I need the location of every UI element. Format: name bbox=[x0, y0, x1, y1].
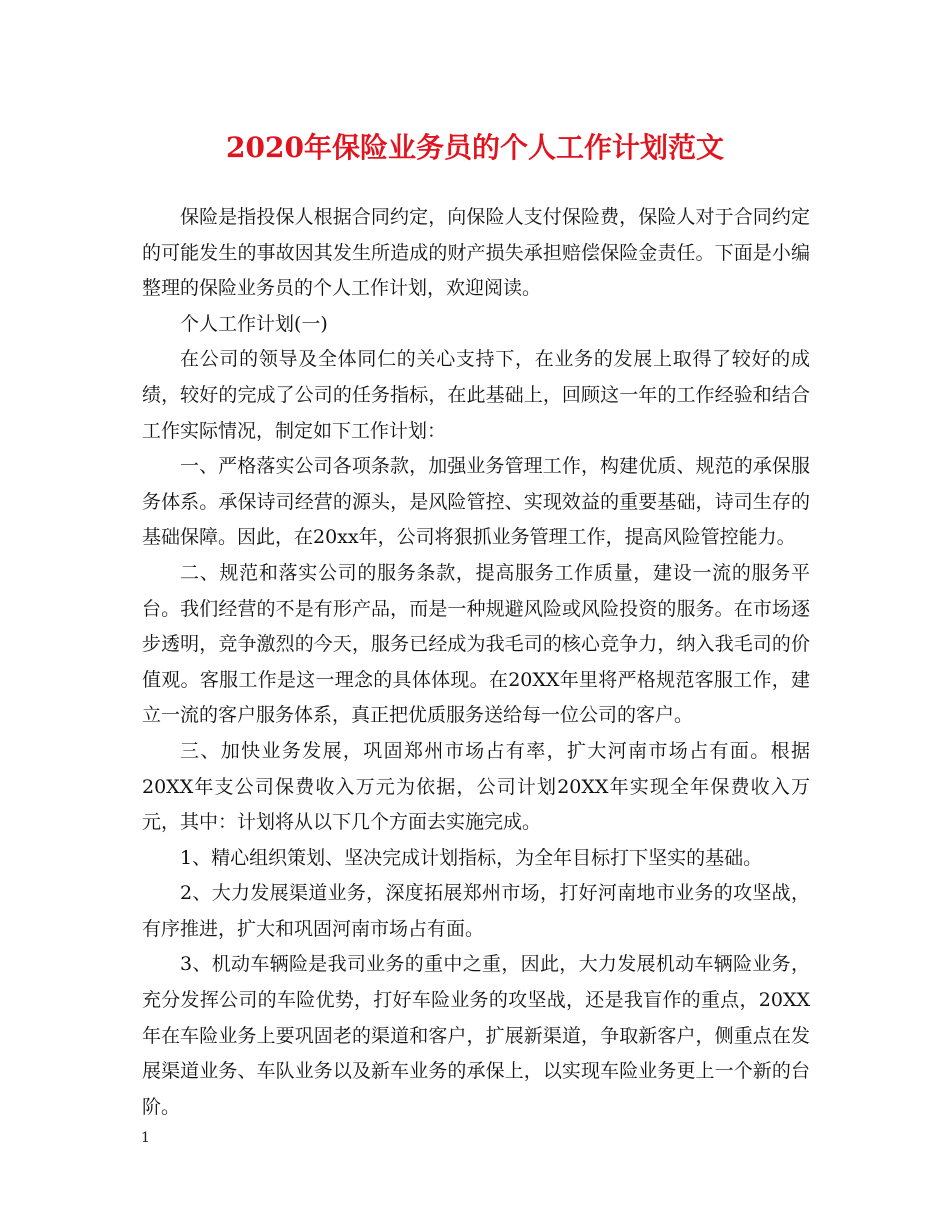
document-title: 2020年保险业务员的个人工作计划范文 bbox=[226, 131, 724, 164]
paragraph-background: 在公司的领导及全体同仁的关心支持下，在业务的发展上取得了较好的成绩，较好的完成了公司的任务指标，在此基础上，回顾这一年的工作经验和结合工作实际情况，制定如下工作计划： bbox=[142, 348, 810, 442]
paragraph-subpoint-2: 2、大力发展渠道业务，深度拓展郑州市场，打好河南地市业务的攻坚战，有序推进，扩大和巩固河南市场占有面。 bbox=[142, 882, 810, 940]
section-heading-plan-1: 个人工作计划(一) bbox=[180, 312, 328, 335]
paragraph-intro: 保险是指投保人根据合同约定，向保险人支付保险费，保险人对于合同约定的可能发生的事故因其发生所造成的财产损失承担赔偿保险金责任。下面是小编整理的保险业务员的个人工作计划，欢迎阅读。 bbox=[142, 206, 810, 300]
paragraph-subpoint-1: 1、精心组织策划、坚决完成计划指标，为全年目标打下坚实的基础。 bbox=[180, 846, 763, 869]
paragraph-subpoint-3: 3、机动车辆险是我司业务的重中之重，因此，大力发展机动车辆险业务，充分发挥公司的车险优势，打好车险业务的攻坚战，还是我盲作的重点，20XX年在车险业务上要巩固老的渠道和客户，扩展新渠道，争取新客户，侧重点在发展渠道业务、车队业务以及新车业务的承保上，以实现车险业务更上一个新的台阶。 bbox=[142, 953, 810, 1118]
document-body bbox=[142, 200, 810, 1125]
paragraph-point-1: 一、严格落实公司各项条款，加强业务管理工作，构建优质、规范的承保服务体系。承保诗司经营的源头，是风险管控、实现效益的重要基础，诗司生存的基础保障。因此，在20xx年，公司将狠抓业务管理工作，提高风险管控能力。 bbox=[142, 455, 810, 549]
paragraph-point-2: 二、规范和落实公司的服务条款，提高服务工作质量，建设一流的服务平台。我们经营的不是有形产品，而是一种规避风险或风险投资的服务。在市场逐步透明，竞争激烈的今天，服务已经成为我毛司的核心竞争力，纳入我毛司的价值观。客服工作是这一理念的具体体现。在20XX年里将严格规范客服工作，建立一流的客户服务体系，真正把优质服务送给每一位公司的客户。 bbox=[142, 561, 810, 727]
paragraph-point-3: 三、加快业务发展，巩固郑州市场占有率，扩大河南市场占有面。根据20XX年支公司保费收入万元为依据，公司计划20XX年实现全年保费收入万元，其中：计划将从以下几个方面去实施完成。 bbox=[142, 739, 810, 834]
page-number: 1 bbox=[141, 1130, 150, 1146]
